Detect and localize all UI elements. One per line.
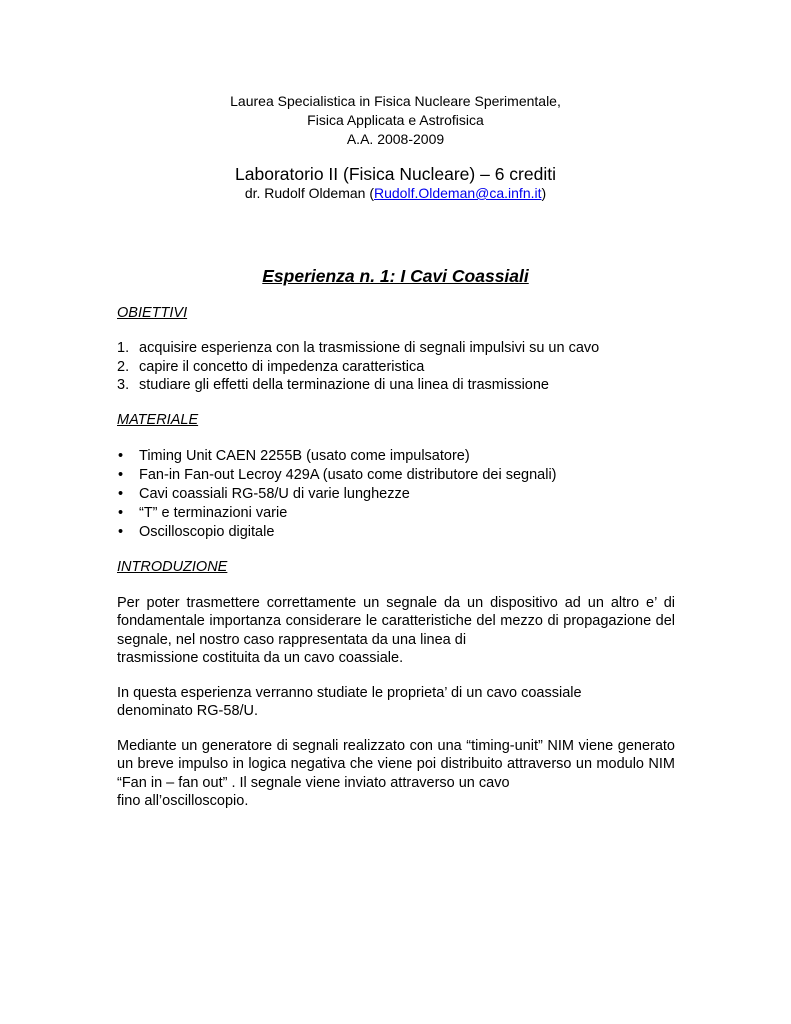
list-item: [117, 504, 557, 523]
item-text: Fan-in Fan-out Lecroy 429A (usato come distributore dei segnali): [139, 467, 557, 483]
introduzione-heading: INTRODUZIONE: [117, 559, 228, 575]
intro-paragraph-2: [117, 684, 675, 721]
list-item: [117, 485, 557, 504]
item-text: capire il concetto di impedenza caratteristica: [139, 358, 425, 375]
course-title: Laboratorio II (Fisica Nucleare) – 6 crediti: [235, 164, 556, 184]
bullet-icon: •: [118, 467, 124, 483]
item-number: 2.: [117, 358, 130, 375]
bullet-icon: •: [118, 486, 124, 502]
degree-name: Laurea Specialistica in Fisica Nucleare Sperimentale,: [230, 93, 561, 109]
list-item: [117, 376, 599, 395]
list-item: [117, 523, 557, 542]
item-number: 1.: [117, 340, 130, 356]
paragraph-last-line: fino all’oscilloscopio.: [117, 792, 249, 809]
list-item: [117, 358, 599, 377]
obiettivi-list: [117, 339, 599, 395]
bullet-icon: •: [118, 505, 124, 521]
paragraph-last-line: trasmissione costituita da un cavo coassiale.: [117, 649, 404, 666]
degree-field: Fisica Applicata e Astrofisica: [307, 112, 484, 128]
experience-title: Esperienza n. 1: I Cavi Coassiali: [262, 266, 529, 286]
item-text: studiare gli effetti della terminazione di una linea di trasmissione: [139, 377, 549, 393]
academic-year: A.A. 2008-2009: [346, 131, 445, 147]
obiettivi-heading: OBIETTIVI: [117, 305, 188, 321]
instructor-name: dr. Rudolf Oldeman (: [244, 185, 374, 201]
instructor-line: [0, 184, 791, 203]
instructor-suffix: ): [541, 185, 547, 201]
item-text: Cavi coassiali RG-58/U di varie lunghezze: [139, 486, 410, 502]
item-number: 3.: [117, 377, 130, 393]
degree-header: [0, 92, 791, 149]
bullet-icon: •: [118, 448, 124, 464]
item-text: Oscilloscopio digitale: [139, 524, 275, 540]
materiale-list: [117, 447, 557, 542]
list-item: [117, 339, 599, 358]
paragraph-body: In questa esperienza verranno studiate le proprieta’ di un cavo coassiale: [117, 685, 582, 701]
list-item: [117, 466, 557, 485]
paragraph-last-line: denominato RG-58/U.: [117, 703, 259, 720]
paragraph-body: Mediante un generatore di segnali realizzato con una “timing-unit” NIM viene generato un breve impulso in logica negativa che viene poi distribuito attraverso un modulo NIM “Fan in – fan out” . Il segnale viene inviato attraverso un cavo: [117, 738, 675, 791]
item-text: acquisire esperienza con la trasmissione di segnali impulsivi su un cavo: [139, 340, 600, 356]
paragraph-body: Per poter trasmettere correttamente un segnale da un dispositivo ad un altro e’ di fondamentale importanza considerare le caratteristiche del mezzo di propagazione del segnale, nel nostro caso rappresentata da una linea di: [117, 595, 675, 648]
bullet-icon: •: [118, 524, 124, 540]
instructor-email-link[interactable]: Rudolf.Oldeman@ca.infn.it: [373, 185, 542, 201]
list-item: [117, 447, 557, 466]
item-text: Timing Unit CAEN 2255B (usato come impulsatore): [139, 448, 470, 464]
intro-paragraph-3: [117, 737, 675, 810]
intro-paragraph-1: [117, 594, 675, 667]
item-text: “T” e terminazioni varie: [139, 505, 288, 521]
materiale-heading: MATERIALE: [117, 412, 199, 428]
